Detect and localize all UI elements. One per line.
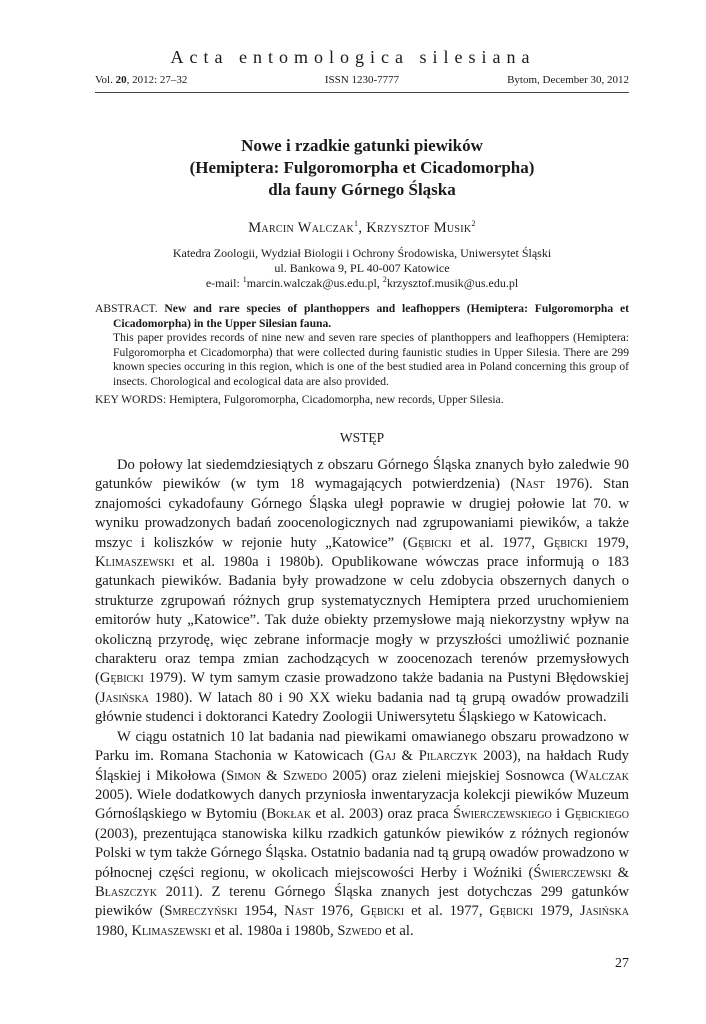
p2-text: 2003), na hałdach Rudy Śląskiej i Mikołowa (: [95, 748, 629, 784]
p2-text: (2003), prezentująca stanowiska kilku rzadkich gatunków piewików z różnych regionów Polski w tym także Górnego Śląska. Ostatnio badania nad tą grupą owadów prowadzono w północnej części regionu, w okolicach miejscowości Herby i Woźniki (: [95, 825, 629, 881]
paragraph-1: [95, 456, 629, 728]
citation: Jasińska: [579, 903, 629, 920]
citation: Klimaszewski: [95, 554, 175, 571]
volume-number: 20: [115, 74, 127, 86]
p2-text: i: [551, 806, 565, 823]
abstract-label: ABSTRACT.: [95, 302, 165, 315]
citation: Gębicki: [489, 903, 534, 920]
author-2-sup: 2: [471, 219, 476, 229]
citation: Nast: [515, 476, 545, 493]
p2-text: et al. 2003) oraz praca: [311, 806, 454, 823]
citation: Walczak: [574, 767, 629, 784]
issn: ISSN 1230-7777: [324, 74, 400, 86]
citation: Smreczyński: [164, 903, 238, 920]
p1-text: et al. 1980a i 1980b). Opublikowane wówczas prace informują o 183 gatunkach piewików. Badania były prowadzone w celu zdobycia obszernych danych o strukturze zgrupowań różnych grup systematycznych Hemiptera przed uruchomieniem emitorów huty „Katowice”. Tak duże obiekty przemysłowe mają niekorzystny wpływ na okoliczną przyrodę, więc zebrane informacje mogły w przyszłości umożliwić poznanie charakteru oraz tempa zmian zachodzących w zoocenozach terenów przemysłowych (: [95, 554, 629, 687]
citation: Jasińska: [99, 689, 149, 706]
abstract: [95, 302, 629, 389]
p1-text: 1979). W tym samym czasie prowadzono także badania na Pustyni Błędowskiej (: [95, 670, 629, 706]
citation: Gaj & Pilarczyk: [374, 748, 478, 765]
abstract-title: New and rare species of planthoppers and leafhoppers (Hemiptera: Fulgoromorpha et Cicadomorpha) in the Upper Silesian fauna.: [113, 302, 629, 330]
citation: Szwedo: [337, 922, 382, 939]
p1-text: Do połowy lat siedemdziesiątych z obszaru Górnego Śląska znanych było zaledwie 90 gatunków piewików (w tym 18 wymagających potwierdzenia) (: [95, 457, 629, 493]
p2-text: 2005). Wiele dodatkowych danych przyniosła inwentaryzacja kolekcji piewików Muzeum Górnośląskiego w Bytomiu (: [95, 786, 629, 823]
p2-text: et al.: [381, 922, 414, 939]
p2-text: et al. 1977,: [404, 903, 490, 920]
author-separator: ,: [358, 220, 367, 236]
p2-text: 2011). Z terenu Górnego Śląska znanych jest dotychczas 299 gatunków piewików (: [95, 883, 629, 920]
journal-title: Acta entomologica silesiana: [170, 47, 536, 67]
email-2-sup: 2: [382, 275, 387, 284]
p2-text: 2005) oraz zieleni miejskiej Sosnowca (: [327, 767, 575, 784]
body-text: [95, 456, 629, 941]
keywords-label: KEY WORDS:: [95, 393, 170, 406]
volume-pages: , 2012: 27–32: [126, 74, 188, 86]
p1-text: et al. 1977,: [451, 534, 544, 551]
paragraph-2: [95, 728, 629, 941]
affiliation: [95, 246, 629, 291]
citation: Świerczewski & Błaszczyk: [95, 864, 630, 900]
email-1[interactable]: marcin.walczak@us.edu.pl,: [246, 276, 383, 290]
author-2: Krzysztof Musik: [366, 220, 472, 236]
citation: Klimaszewski: [131, 922, 211, 939]
email-1-sup: 1: [242, 275, 247, 284]
page-number: 27: [615, 956, 629, 971]
citation: Gębicki: [99, 670, 144, 687]
citation: Gębicki: [543, 534, 588, 551]
author-1-sup: 1: [354, 219, 359, 229]
p2-text: et al. 1980a i 1980b,: [210, 922, 338, 939]
p2-text: 1980,: [95, 922, 132, 939]
volume-label: Vol.: [95, 74, 113, 86]
abstract-heading: [95, 302, 629, 331]
email-prefix: e-mail:: [205, 276, 243, 290]
author-1: Marcin Walczak: [248, 220, 355, 236]
affiliation-line-1: Katedra Zoologii, Wydział Biologii i Ochrony Środowiska, Uniwersytet Śląski: [172, 246, 552, 260]
header-rule: [95, 92, 629, 93]
affiliation-line-2: ul. Bankowa 9, PL 40-007 Katowice: [274, 261, 450, 275]
citation: Nast: [284, 903, 314, 920]
citation: Świerczewskiego: [453, 806, 552, 823]
section-title: WSTĘP: [339, 430, 385, 445]
place-date: Bytom, December 30, 2012: [507, 74, 629, 86]
title-line-2: (Hemiptera: Fulgoromorpha et Cicadomorpha): [189, 158, 535, 177]
p2-text: 1979,: [533, 903, 580, 920]
p2-text: 1976,: [313, 903, 361, 920]
article-title: [95, 135, 629, 201]
authors: [95, 220, 629, 237]
title-line-3: dla fauny Górnego Śląska: [268, 180, 456, 199]
p1-text: 1979,: [587, 534, 629, 551]
p1-text: 1980). W latach 80 i 90 XX wieku badania nad tą grupą owadów prowadzili głównie studenci i doktoranci Katedry Zoologii Uniwersytetu Śląskiego w Katowicach.: [95, 689, 629, 726]
citation: Simon & Szwedo: [226, 767, 328, 784]
email-2[interactable]: krzysztof.musik@us.edu.pl: [386, 276, 519, 290]
p2-text: W ciągu ostatnich 10 lat badania nad piewikami omawianego obszaru prowadzono w Parku im. Romana Stachonia w Katowicach (: [95, 728, 629, 765]
abstract-body: This paper provides records of nine new and seven rare species of planthoppers and leafhoppers (Hemiptera: Fulgoromorpha et Cicadomorpha) that were collected during faunistic studies in Upper Silesia. There are 299 known species occuring in this region, which is one of the best studied area in Poland concerning this group of insects. Chorological and ecological data are also provided.: [113, 331, 629, 388]
p2-text: 1954,: [237, 903, 285, 920]
citation: Gębickiego: [564, 806, 629, 823]
keywords: [95, 393, 629, 406]
title-line-1: Nowe i rzadkie gatunki piewików: [241, 136, 483, 155]
citation: Bokłak: [266, 806, 312, 823]
email-line: [95, 276, 629, 291]
keywords-text: Hemiptera, Fulgoromorpha, Cicadomorpha, new records, Upper Silesia.: [169, 393, 504, 406]
citation: Gębicki: [360, 903, 405, 920]
p1-text: 1976). Stan znajomości cykadofauny Górnego Śląska uległ poprawie w drugiej połowie lat 70. w wyniku prowadzonych badań zoocenologicznych nad zgrupowaniami piewików, a także mszyc i koliszków w rejonie huty „Katowice” (: [95, 476, 629, 551]
citation: Gębicki: [407, 534, 452, 551]
